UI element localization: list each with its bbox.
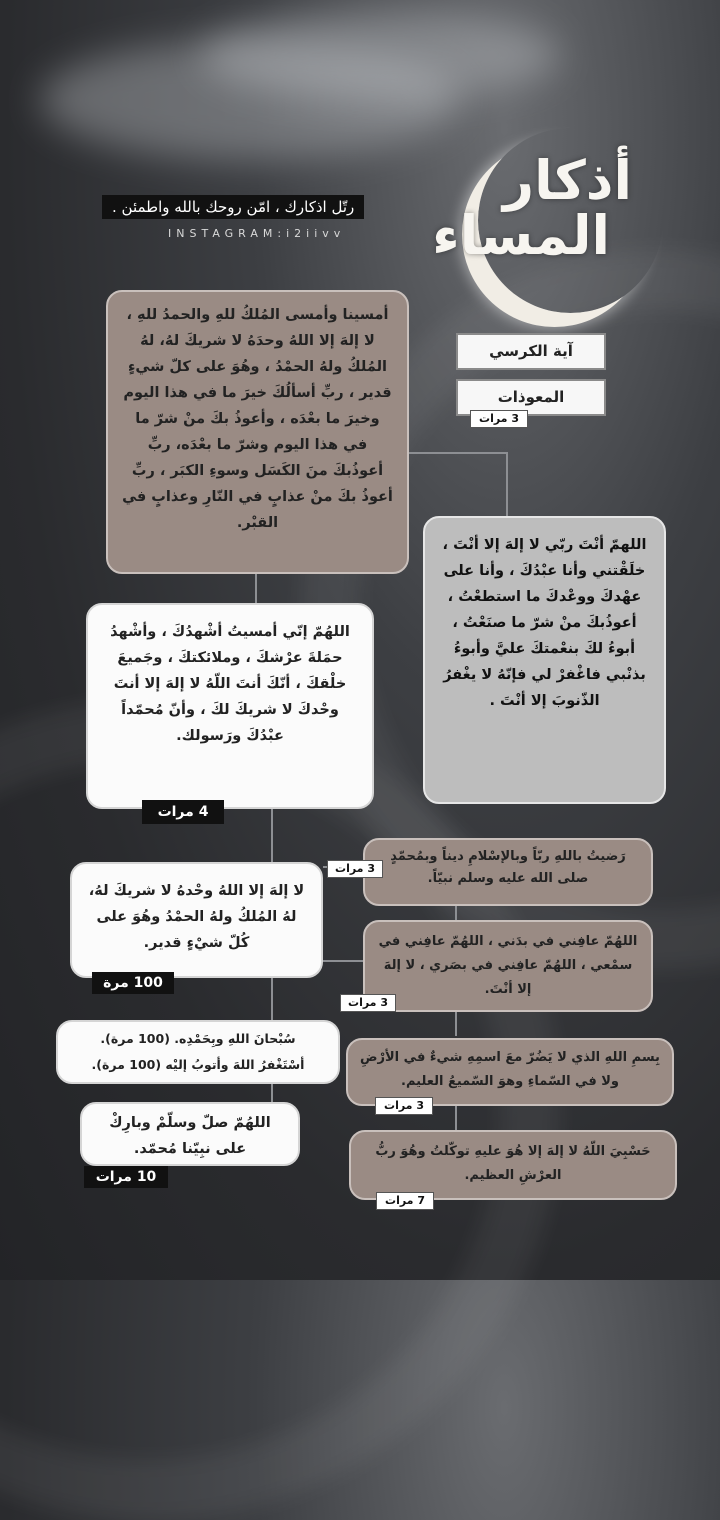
- muawwidhat-label[interactable]: المعوذات: [456, 379, 606, 416]
- dhikr-text: اللهُمّ إنّي أمسيتُ أشْهدُكَ ، وأشْهدُ حمَلةَ عرْشكَ ، وملائكتكَ ، وجَميعَ خلْقكَ ، أنّكَ أنتَ اللّهُ لا إلهَ إلا أنتَ وحْدكَ لا شريكَ لكَ ، وأنّ مُحمّداً عبْدُكَ ورَسولك.: [110, 624, 350, 744]
- connector-line: [323, 960, 365, 962]
- dhikr-card-salawat: [80, 1102, 300, 1166]
- dhikr-count: 4 مرات: [142, 800, 224, 824]
- dhikr-text: بِسمِ اللهِ الذي لا يَضُرّ معَ اسمِهِ شيءٌ في الأرْضِ ولا في السّماءِ وهوَ السّميعُ العليم.: [360, 1050, 660, 1089]
- dhikr-card-amsayna: [106, 290, 409, 574]
- ayat-kursi-label[interactable]: آية الكرسي: [456, 333, 606, 370]
- dhikr-count: 3 مرات: [375, 1097, 433, 1115]
- instagram-handle: INSTAGRAM:i2iivv: [168, 227, 346, 240]
- cloud-decoration: [200, 10, 560, 100]
- dhikr-text: اللهمّ أنْتَ ربّي لا إلهَ إلا أنْتَ ، خلَقْتني وأنا عبْدُكَ ، وأنا على عهْدكَ ووعْدكَ ما استطعْتُ ، أعوذُبكَ منْ شرّ ما صنَعْتُ ، أبوءُ لكَ بنعْمتكَ عليَّ وأبوءُ بذنْبي فاغْفرْ لي فإنّهُ لا يغْفرُ الذّنوبَ إلا أنْتَ .: [442, 537, 647, 709]
- dhikr-card-bismillah: [346, 1038, 674, 1106]
- page-title-line1: أذكار: [503, 149, 632, 212]
- dhikr-count: 10 مرات: [84, 1166, 168, 1188]
- dhikr-text: اللهُمّ عافِني في بدَني ، اللهُمّ عافِني في سمْعي ، اللهُمّ عافِني في بصَري ، لا إلهَ إلا أنْتَ.: [378, 934, 638, 997]
- muawwidhat-count: 3 مرات: [470, 410, 528, 428]
- connector-line: [407, 452, 507, 454]
- dhikr-text: لا إلهَ إلا اللهُ وحْدهُ لا شريكَ لهُ، لهُ المُلكُ ولهُ الحمْدُ وهُوَ على كُلّ شيْءٍ قدير.: [88, 883, 305, 951]
- dhikr-text: اللهُمّ صلّ وسلّمْ وبارِكْ على نبِيّنا مُحمّد.: [109, 1115, 271, 1157]
- dhikr-text: حَسْبِيَ اللّهُ لا إلهَ إلا هُوَ عليهِ توكّلتُ وهُوَ ربُّ العرْشِ العظيم.: [375, 1144, 651, 1183]
- dhikr-count: 3 مرات: [327, 860, 383, 878]
- dhikr-card-tahlil: [70, 862, 323, 978]
- dhikr-card-afini: [363, 920, 653, 1012]
- dhikr-text: رَضيتُ باللهِ ربّاً وبالإسْلامِ ديناً وبمُحمّدٍ صلى الله عليه وسلم نبيّاً.: [390, 849, 626, 886]
- dhikr-card-sayyid-istighfar: [423, 516, 666, 804]
- dhikr-card-ashhaduka: [86, 603, 374, 809]
- dhikr-count: 100 مرة: [92, 972, 174, 994]
- dhikr-card-hasbiyallah: [349, 1130, 677, 1200]
- dhikr-card-raditu: [363, 838, 653, 906]
- tagline: رتّل اذكارك ، امّن روحك بالله واطمئن .: [102, 195, 364, 219]
- dhikr-card-tasbih-istighfar: [56, 1020, 340, 1084]
- dhikr-count: 3 مرات: [340, 994, 396, 1012]
- connector-line: [506, 452, 508, 518]
- dhikr-text: أمسينا وأمسى المُلكُ للهِ والحمدُ للهِ ، لا إلهَ إلا اللهُ وحدَهُ لا شريكَ لهُ، لهُ المُلكُ ولهُ الحمْدُ ، وهُوَ على كلّ شيءٍ قدير ، ربِّ أسألُكَ خيرَ ما في هذا اليوم وخيرَ ما بعْدَه ، وأعوذُ بكَ منْ شرّ ما في هذا اليوم وشرّ ما بعْدَه، ربِّ أعوذُبكَ منَ الكَسَل وسوءِ الكبَر ، ربِّ أعوذُ بكَ منْ عذابٍ في النّارِ وعذابٍ في القبْر.: [122, 307, 393, 531]
- dhikr-text-tasbih: سُبْحانَ اللهِ وبِحَمْدِه. (100 مرة).: [100, 1031, 296, 1046]
- dhikr-count: 7 مرات: [376, 1192, 434, 1210]
- page-title-line2: المساء: [432, 204, 610, 267]
- dhikr-text-istighfar: أسْتَغْفرُ اللهَ وأتوبُ إليْه (100 مرة).: [91, 1057, 305, 1072]
